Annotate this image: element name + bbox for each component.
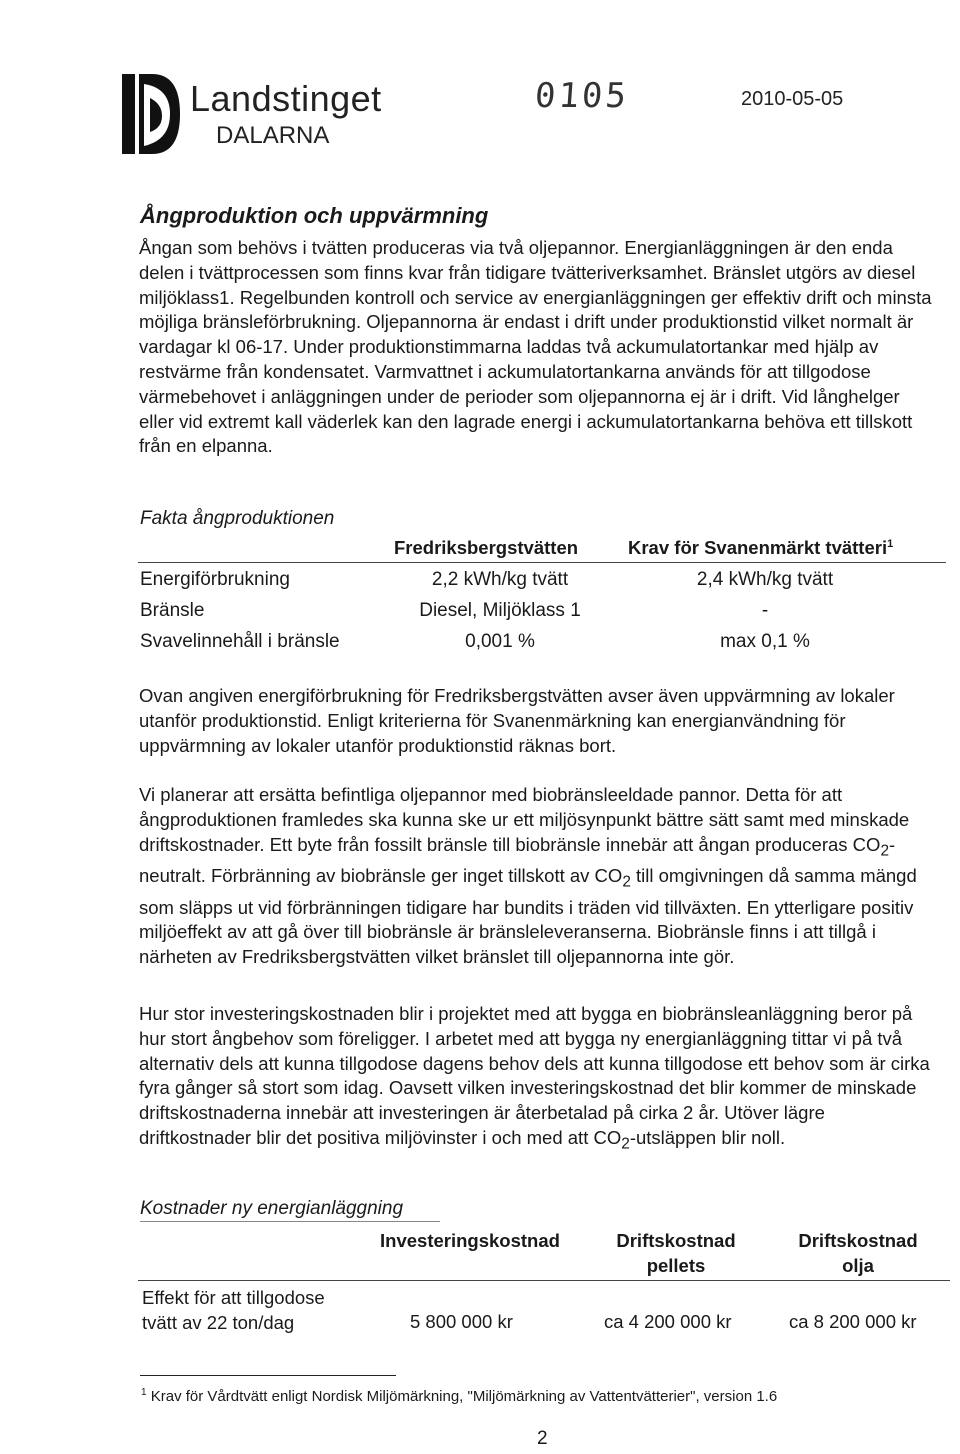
paragraph-energy-note: Ovan angiven energiförbrukning för Fredriksbergstvätten avser även uppvärmning av lokaler utanför produktionstid. Enligt kriterierna för Svanenmärkning kan energianvändning för uppvärmning av lokaler utanför produktionstid räknas bort. bbox=[139, 685, 895, 756]
row-value-fredriksberg: 0,001 % bbox=[465, 631, 535, 652]
co2-subscript: 2 bbox=[621, 1135, 630, 1153]
footnote-text: Krav för Vårdtvätt enligt Nordisk Miljömärkning, "Miljömärkning av Vattentvätterier", version 1.6 bbox=[146, 1388, 778, 1405]
table1-header-col1: Fredriksbergstvätten bbox=[394, 537, 579, 558]
header-line: pellets bbox=[646, 1254, 706, 1276]
row-value-svanen: max 0,1 % bbox=[720, 631, 810, 652]
biofuel-text-c: till omgivningen då samma mängd som släpps ut vid förbränningen tidigare har bundits i träden vid tillväxten. En ytterligare positiv miljöeffekt av att gå över till biobränsle är bränsleleveranserna. Biobränsle finns i att tillgå i närheten av Fredriksbergstvätten vilket bränslet till oljepannorna inte gör. bbox=[139, 865, 917, 968]
table1-rule bbox=[138, 562, 946, 563]
paragraph-investment bbox=[139, 1002, 939, 1157]
co2-subscript: 2 bbox=[880, 842, 890, 860]
header-line: Driftskostnad bbox=[798, 1230, 918, 1251]
row-label: Bränsle bbox=[140, 600, 205, 621]
biofuel-text-a: Vi planerar att ersätta befintliga oljepannor med biobränsleeldade pannor. Detta för att ångproduktionen framledes ska kunna ske ur ett miljösynpunkt bättre sätt samt med minskade driftskostnader. Ett byte från fossilt bränsle till biobränsle innebär att ångan produceras CO bbox=[139, 784, 910, 855]
table2-value-pellets: ca 4 200 000 kr bbox=[604, 1311, 732, 1332]
table2-rule bbox=[138, 1280, 950, 1281]
table2-value-investment: 5 800 000 kr bbox=[410, 1311, 513, 1332]
investment-text-b: -utsläppen blir noll. bbox=[629, 1126, 786, 1148]
investment-text-a: Hur stor investeringskostnaden blir i projektet med att bygga en biobränsleanläggning beror på hur stort ångbehov som föreligger. I arbetet med att bygga ny energianläggning tittar vi på två alternativ dels att kunna tillgodose dagens behov dels att kunna tillgodose ett behov som är cirka fyra gånger så stort som idag. Oavsett vilken investeringskostnad det blir kommer de minskade driftskostnaderna innebär att investeringen är återbetalad på cirka 2 år. Utöver lägre driftkostnader blir det positiva miljövinster i och med att CO bbox=[139, 1003, 930, 1148]
table2-caption: Kostnader ny energianläggning bbox=[140, 1198, 404, 1219]
row-label: Energiförbrukning bbox=[140, 569, 290, 590]
logo-subtitle: DALARNA bbox=[216, 122, 330, 149]
table1-header-col2-text: Krav för Svanenmärkt tvätteri bbox=[628, 537, 888, 558]
stamp-number: 0105 bbox=[533, 76, 631, 116]
row-value-fredriksberg: Diesel, Miljöklass 1 bbox=[419, 600, 581, 621]
section-heading: Ångproduktion och uppvärmning bbox=[140, 203, 489, 228]
row-value-svanen: 2,4 kWh/kg tvätt bbox=[696, 569, 834, 590]
table2-header-investment: Investeringskostnad bbox=[380, 1230, 560, 1251]
paragraph-intro: Ångan som behövs i tvätten produceras via två oljepannor. Energianläggningen är den enda delen i tvättprocessen som finns kvar från tidigare tvätteriverksamhet. Bränslet utgörs av diesel miljöklass1. Regelbunden kontroll och service av energianläggningen ger effektiv drift och minsta möjliga bränsleförbrukning. Oljepannorna är endast i drift under produktionstid vilket normalt är vardagar kl 06-17. Under produktionstimmarna laddas två ackumulatortankar med hjälp av restvärme från kondensatet. Varmvattnet i ackumulatortankarna används för att tillgodose värmebehovet i anläggningen under de perioder som oljepannorna ej är i drift. Vid långhelger eller vid extremt kall väderlek kan den lagrade energi i ackumulatortankarna behöva ett tillskott från en elpanna. bbox=[139, 237, 932, 457]
logo-title: Landstinget bbox=[190, 78, 382, 119]
table1-caption: Fakta ångproduktionen bbox=[140, 508, 335, 529]
footnote-separator bbox=[140, 1375, 396, 1376]
row-value-fredriksberg: 2,2 kWh/kg tvätt bbox=[431, 569, 569, 590]
document-date: 2010-05-05 bbox=[741, 88, 844, 110]
table2-row-label: Effekt för att tillgodose tvätt av 22 ton/dag bbox=[142, 1287, 325, 1333]
paragraph-biofuel bbox=[139, 783, 939, 970]
footnote bbox=[141, 1387, 777, 1405]
page-number: 2 bbox=[537, 1428, 548, 1449]
table2-header-oil bbox=[780, 1229, 936, 1278]
footnote-ref: 1 bbox=[887, 537, 894, 550]
header-line: olja bbox=[842, 1254, 874, 1276]
table2-value-oil: ca 8 200 000 kr bbox=[789, 1311, 917, 1332]
table2-header-pellets bbox=[596, 1229, 756, 1278]
footnote-marker: 1 bbox=[141, 1387, 147, 1398]
table1-header-col2 bbox=[628, 537, 893, 559]
landstinget-logo-icon bbox=[122, 70, 182, 156]
co2-subscript: 2 bbox=[622, 873, 631, 891]
biofuel-text-b: -neutralt. Förbränning av biobränsle ger inget tillskott av CO bbox=[139, 833, 896, 887]
row-label: Svavelinnehåll i bränsle bbox=[140, 631, 340, 652]
table2-caption-line bbox=[140, 1221, 440, 1222]
header-line: Driftskostnad bbox=[616, 1230, 736, 1251]
row-value-svanen: - bbox=[761, 600, 769, 621]
